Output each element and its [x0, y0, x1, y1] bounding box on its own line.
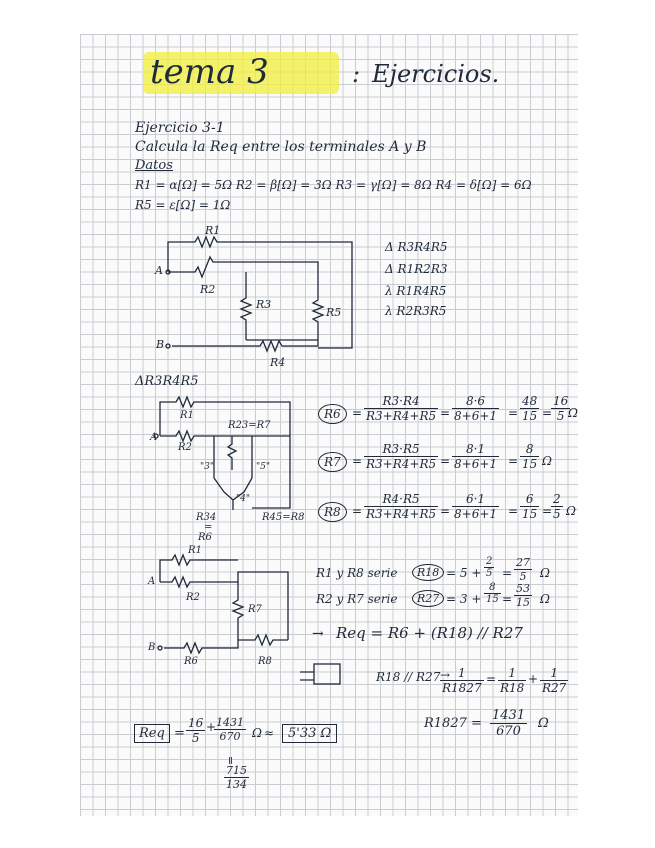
- formula-R7-lhs: R7: [318, 452, 347, 472]
- series-2-box: R27: [412, 590, 444, 607]
- c1-label-R2: R2: [200, 283, 216, 296]
- series-1-box: R18: [412, 564, 444, 581]
- c1-label-R5: R5: [326, 306, 342, 319]
- series-2-result: $\frac{53}{15}$: [516, 582, 530, 609]
- c3-label-R7: R7: [248, 604, 262, 615]
- formula-R8-frac4: $\frac{2}{5}$: [553, 492, 561, 521]
- formula-R8-frac1: $\frac{R4\cdot R5}{R3+R4+R5}$: [366, 492, 437, 521]
- title-separator: :: [352, 60, 361, 88]
- page-title: tema 3: [150, 52, 269, 92]
- parallel-frac-3: $\frac{1}{R27}$: [542, 666, 567, 695]
- formula-R6-eq2: =: [440, 406, 451, 420]
- series-1-text: R1 y R8 serie: [316, 566, 398, 580]
- c2-label-eq: =: [204, 522, 213, 533]
- c1-label-R3: R3: [256, 298, 272, 311]
- series-2-text: R2 y R7 serie: [316, 592, 398, 606]
- parallel-eq: =: [486, 672, 497, 686]
- series-1-result: $\frac{27}{5}$: [516, 556, 530, 583]
- series-2-unit: Ω: [540, 592, 550, 606]
- formula-R8-eq: =: [352, 504, 363, 518]
- formula-R6-lhs: R6: [318, 404, 347, 424]
- formula-R7-frac1: $\frac{R3\cdot R5}{R3+R4+R5}$: [366, 442, 437, 471]
- series-1-frac: $\frac{2}{5}$: [486, 556, 493, 579]
- formula-R7-frac3: $\frac{8}{15}$: [522, 442, 538, 471]
- c1-label-B: B: [156, 338, 165, 351]
- formula-R6-eq4: =: [542, 406, 553, 420]
- formula-R7-unit: Ω: [542, 454, 552, 468]
- c3-label-R8: R8: [258, 656, 272, 667]
- c2-label-R45: R45=R8: [262, 512, 305, 523]
- c2-label-A: A: [150, 432, 158, 443]
- formula-R7-frac2: $\frac{8\cdot 1}{8+6+1}$: [454, 442, 498, 471]
- c2-label-n5: "5": [256, 462, 271, 472]
- r1827-unit: Ω: [538, 716, 549, 731]
- series-1-unit: Ω: [540, 566, 550, 580]
- parallel-lhs: R18 // R27: [376, 670, 441, 684]
- datos-label: Datos: [135, 158, 173, 173]
- formula-R8-eq3: =: [508, 504, 519, 518]
- page-subtitle: Ejercicios.: [372, 60, 500, 88]
- formula-R7-eq: =: [352, 454, 363, 468]
- small-sketch: [300, 664, 340, 684]
- transform-4: λ R2R3R5: [385, 304, 447, 318]
- formula-R6-frac2: $\frac{8\cdot 6}{8+6+1}$: [454, 394, 498, 423]
- series-1-eq: = 5 +: [446, 566, 482, 580]
- formula-R6-unit: Ω: [568, 406, 578, 420]
- parallel-frac-2: $\frac{1}{R18}$: [500, 666, 525, 695]
- c1-label-R1: R1: [205, 224, 221, 237]
- parallel-arrow: →: [440, 668, 451, 682]
- c1-label-R4: R4: [270, 356, 286, 369]
- c1-label-A: A: [155, 264, 163, 277]
- series-2-eq2: =: [502, 592, 513, 606]
- final-plus: +: [206, 720, 217, 734]
- transform-1: Δ R3R4R5: [385, 240, 448, 254]
- formula-R7-eq3: =: [508, 454, 519, 468]
- formula-R8-frac3: $\frac{6}{15}$: [522, 492, 538, 521]
- c3-label-R6: R6: [184, 656, 198, 667]
- final-eq-2: =: [224, 755, 238, 766]
- c2-label-R34: R34: [196, 512, 217, 523]
- req-arrow: →: [312, 626, 324, 642]
- series-2-frac: $\frac{8}{15}$: [486, 582, 499, 605]
- c2-label-R1: R1: [180, 410, 194, 421]
- final-frac-2: $\frac{1431}{670}$: [216, 716, 244, 743]
- c2-label-R6: R6: [198, 532, 212, 543]
- formula-R6-frac4: $\frac{16}{5}$: [553, 394, 569, 423]
- c2-label-R2: R2: [178, 442, 192, 453]
- section-2-title: ΔR3R4R5: [135, 374, 199, 389]
- parallel-plus: +: [528, 672, 539, 686]
- exercise-number: Ejercicio 3-1: [135, 120, 225, 136]
- final-eq: =: [174, 726, 185, 741]
- c2-label-n4: "4": [236, 494, 251, 504]
- r1827-frac: $\frac{1431}{670}$: [492, 708, 526, 739]
- r1827-lhs: R1827 =: [424, 716, 482, 731]
- c3-label-A: A: [148, 576, 156, 587]
- parallel-frac-1: $\frac{1}{R1827}$: [442, 666, 482, 695]
- formula-R6-frac3: $\frac{48}{15}$: [522, 394, 538, 423]
- formula-R8-frac2: $\frac{6\cdot 1}{8+6+1}$: [454, 492, 498, 521]
- datos-line-1: R1 = α[Ω] = 5Ω R2 = β[Ω] = 3Ω R3 = γ[Ω] = 8Ω R4 = δ[Ω] = 6Ω: [135, 178, 532, 192]
- formula-R8-unit: Ω: [566, 504, 576, 518]
- final-unit: Ω: [252, 726, 262, 740]
- formula-R6-eq3: =: [508, 406, 519, 420]
- formula-R8-eq4: =: [542, 504, 553, 518]
- transform-3: λ R1R4R5: [385, 284, 447, 298]
- exercise-statement: Calcula la Req entre los terminales A y B: [135, 139, 427, 155]
- datos-line-2: R5 = ε[Ω] = 1Ω: [135, 198, 231, 212]
- c3-label-B: B: [148, 642, 156, 653]
- c3-label-R1: R1: [188, 545, 202, 556]
- final-approx: ≈: [264, 726, 275, 740]
- final-frac-1: $\frac{16}{5}$: [188, 716, 204, 745]
- series-2-eq: = 3 +: [446, 592, 482, 606]
- formula-R7-eq2: =: [440, 454, 451, 468]
- c2-label-R23: R23=R7: [228, 420, 271, 431]
- circuit-2: [154, 397, 290, 510]
- formula-R6-eq: =: [352, 406, 363, 420]
- circuit-1: [166, 237, 352, 351]
- formula-R8-lhs: R8: [318, 502, 347, 522]
- req-expression: Req = R6 + (R18) // R27: [336, 624, 523, 642]
- transform-2: Δ R1R2R3: [385, 262, 448, 276]
- circuit-3: [158, 555, 288, 653]
- series-1-eq2: =: [502, 566, 513, 580]
- c3-label-R2: R2: [186, 592, 200, 603]
- c2-label-n3: "3": [200, 462, 215, 472]
- final-label: Req: [134, 724, 170, 743]
- final-frac-3: $\frac{715}{134}$: [226, 764, 247, 791]
- final-result-box: 5'33 Ω: [282, 724, 337, 743]
- formula-R6-frac1: $\frac{R3\cdot R4}{R3+R4+R5}$: [366, 394, 437, 423]
- formula-R8-eq2: =: [440, 504, 451, 518]
